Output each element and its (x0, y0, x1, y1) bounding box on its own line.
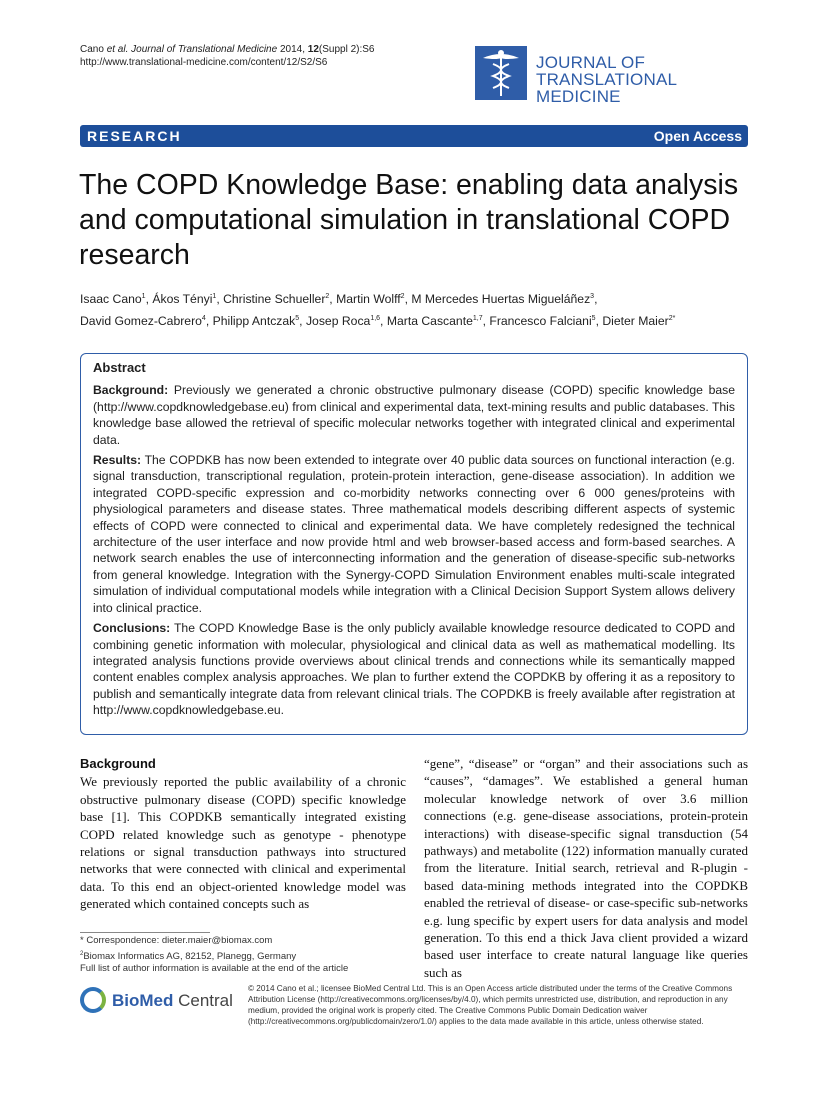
author[interactable]: Ákos Tényi$^1$ (152, 292, 217, 307)
journal-logo (475, 46, 747, 106)
abstract-box (80, 353, 748, 735)
body-column-left (80, 755, 406, 913)
caduceus-icon (475, 46, 527, 100)
publisher-name: BioMed Central (112, 991, 233, 1010)
author[interactable]: Marta Cascante$^{1,7}$ (386, 314, 483, 329)
citation-etal: et al. (106, 44, 129, 55)
article-url[interactable]: http://www.translational-medicine.com/content/12/S2/S6 (80, 57, 328, 68)
journal-name-line1: JOURNAL OF (536, 53, 646, 72)
body-paragraph-left: We previously reported the public availability of a chronic obstructive pulmonary disease (COPD) specific knowledge base [1]. This COPDKB semantically integrated existing COPD related knowledge such as genotype - phenotype relations or signal transduction pathways into structured networks that were connected with clinical and experimental data. To this end an object-oriented knowledge model was generated which contained concepts such as (80, 774, 406, 912)
author-list: Isaac Cano$^1$, Ákos Tényi$^1$, Christine Schueller$^2$, Martin Wolff$^2$, M Mercedes Huertas Migueláñez$^3$, David Gomez-Cabrero$^4$, Philipp Antczak$^5$, Josep Roca$^{1,6}$, Marta Cascante$^{1,7}$, Francesco Falciani$^5$, Dieter Maier$^{2*}$ (80, 292, 676, 329)
author[interactable]: David Gomez-Cabrero$^4$ (80, 314, 206, 329)
author[interactable]: Francesco Falciani$^5$ (489, 314, 596, 329)
section-heading-background: Background (80, 756, 156, 771)
author[interactable]: Martin Wolff$^2$ (336, 292, 405, 307)
license-text: © 2014 Cano et al.; licensee BioMed Central Ltd. This is an Open Access article distributed under the terms of the Creative Commons Attribution License (http://creativecommons.org/licenses/by/4.0), which permits unrestricted use, distribution, and reproduction in any medium, provided the original work is properly cited. The Creative Commons Public Domain Dedication waiver (http://creativecommons.org/publicdomain/zero/1.0/) applies to the data made available in this article, unless otherwise stated. (248, 984, 733, 1026)
citation-author: Cano (80, 44, 104, 55)
author[interactable]: Christine Schueller$^2$ (223, 292, 330, 307)
footnote-divider (80, 932, 210, 933)
author[interactable]: Dieter Maier$^{2*}$ (602, 314, 676, 329)
body-column-right (424, 755, 748, 981)
article-title: The COPD Knowledge Base: enabling data analysis and computational simulation in translational COPD research (79, 169, 739, 271)
open-access-label: Open Access (653, 128, 742, 144)
author-info-note: Full list of author information is available at the end of the article (80, 963, 349, 975)
affiliation: $^2$Biomax Informatics AG, 82152, Planegg, Germany (80, 950, 297, 962)
journal-name (536, 54, 747, 105)
correspondence[interactable]: * Correspondence: dieter.maier@biomax.com (80, 935, 273, 946)
abstract-conclusions: Conclusions: The COPD Knowledge Base is the only publicly available knowledge resource dedicated to COPD and combining genetic information with molecular, physiological and clinical data as well as mathematical modelling. Its integrated analysis functions provide overviews about clinical trends and connections while its semantically mapped content enables complex analysis approaches. We plan to further extend the COPDKB by offering it as a repository to publish and semantically integrate data from relevant clinical trials. The COPDKB is freely available after registration at http://www.copdknowledgebase.eu. (93, 621, 736, 718)
biomed-central-logo (80, 985, 240, 1019)
citation-journal: Journal of Translational Medicine (131, 44, 278, 55)
abstract-results: Results: The COPDKB has now been extended to integrate over 40 public data sources on functional interaction (e.g. signal transduction, transcriptional regulation, protein-protein interaction, gene-disease association). In addition we integrated COPD-specific expression and co-morbidity networks connecting over 6 000 genes/proteins with physiological parameters and disease states. Three mathematical models describing different aspects of systemic effects of COPD were connected to clinical and experimental data. We have completely redesigned the technical architecture of the user interface and now provide html and web browser-based access and form-based searches. A network search enables the use of interconnecting information and the generation of disease-specific sub-networks from general knowledge. Integration with the Synergy-COPD Simulation Environment enables multi-scale integrated simulation of individual computational models while integration with a Clinical Decision Support System allows delivery into clinical practice. (93, 453, 735, 615)
footnotes (80, 935, 410, 976)
section-bar (80, 125, 748, 147)
author[interactable]: Philipp Antczak$^5$ (212, 314, 300, 329)
citation-suppl: (Suppl 2):S6 (318, 44, 375, 55)
section-label: RESEARCH (87, 128, 182, 144)
abstract-heading: Abstract (93, 360, 146, 375)
author[interactable]: Isaac Cano$^1$ (80, 292, 146, 307)
citation-block (80, 43, 374, 69)
citation-year: 2014, (279, 44, 305, 55)
citation-line (80, 43, 374, 56)
author[interactable]: Josep Roca$^{1,6}$ (305, 314, 381, 329)
biomed-circle-icon (80, 987, 106, 1013)
citation-volume: 12 (307, 44, 319, 55)
author[interactable]: M Mercedes Huertas Migueláñez$^3$ (411, 292, 595, 307)
body-paragraph-right: “gene”, “disease” or “organ” and their associations such as “causes”, “damages”. We established a general human molecular knowledge network of over 3.6 million connections (e.g. gene-disease associations, protein-protein interactions) with disease-specific signal transduction (54 pathways) and metabolite (122) information manually curated from the literature. Initial search, retrieval and R-plugin -based data-mining methods integrated into the COPDKB enabled the retrieval of disease- or case-specific sub-networks e.g. lung specific by expert users for data analysis and model generation. To this end a thick Java client provided a wizard based user interface to create natural language like queries such as (424, 756, 748, 980)
journal-name-line2: TRANSLATIONAL MEDICINE (536, 70, 677, 106)
abstract-background: Background: Previously we generated a chronic obstructive pulmonary disease (COPD) specific knowledge base (http://www.copdknowledgebase.eu) from clinical and experimental data, text-mining results and public databases. This knowledge base allowed the retrieval of specific molecular networks together with integrated clinical and experimental data. (93, 383, 736, 447)
